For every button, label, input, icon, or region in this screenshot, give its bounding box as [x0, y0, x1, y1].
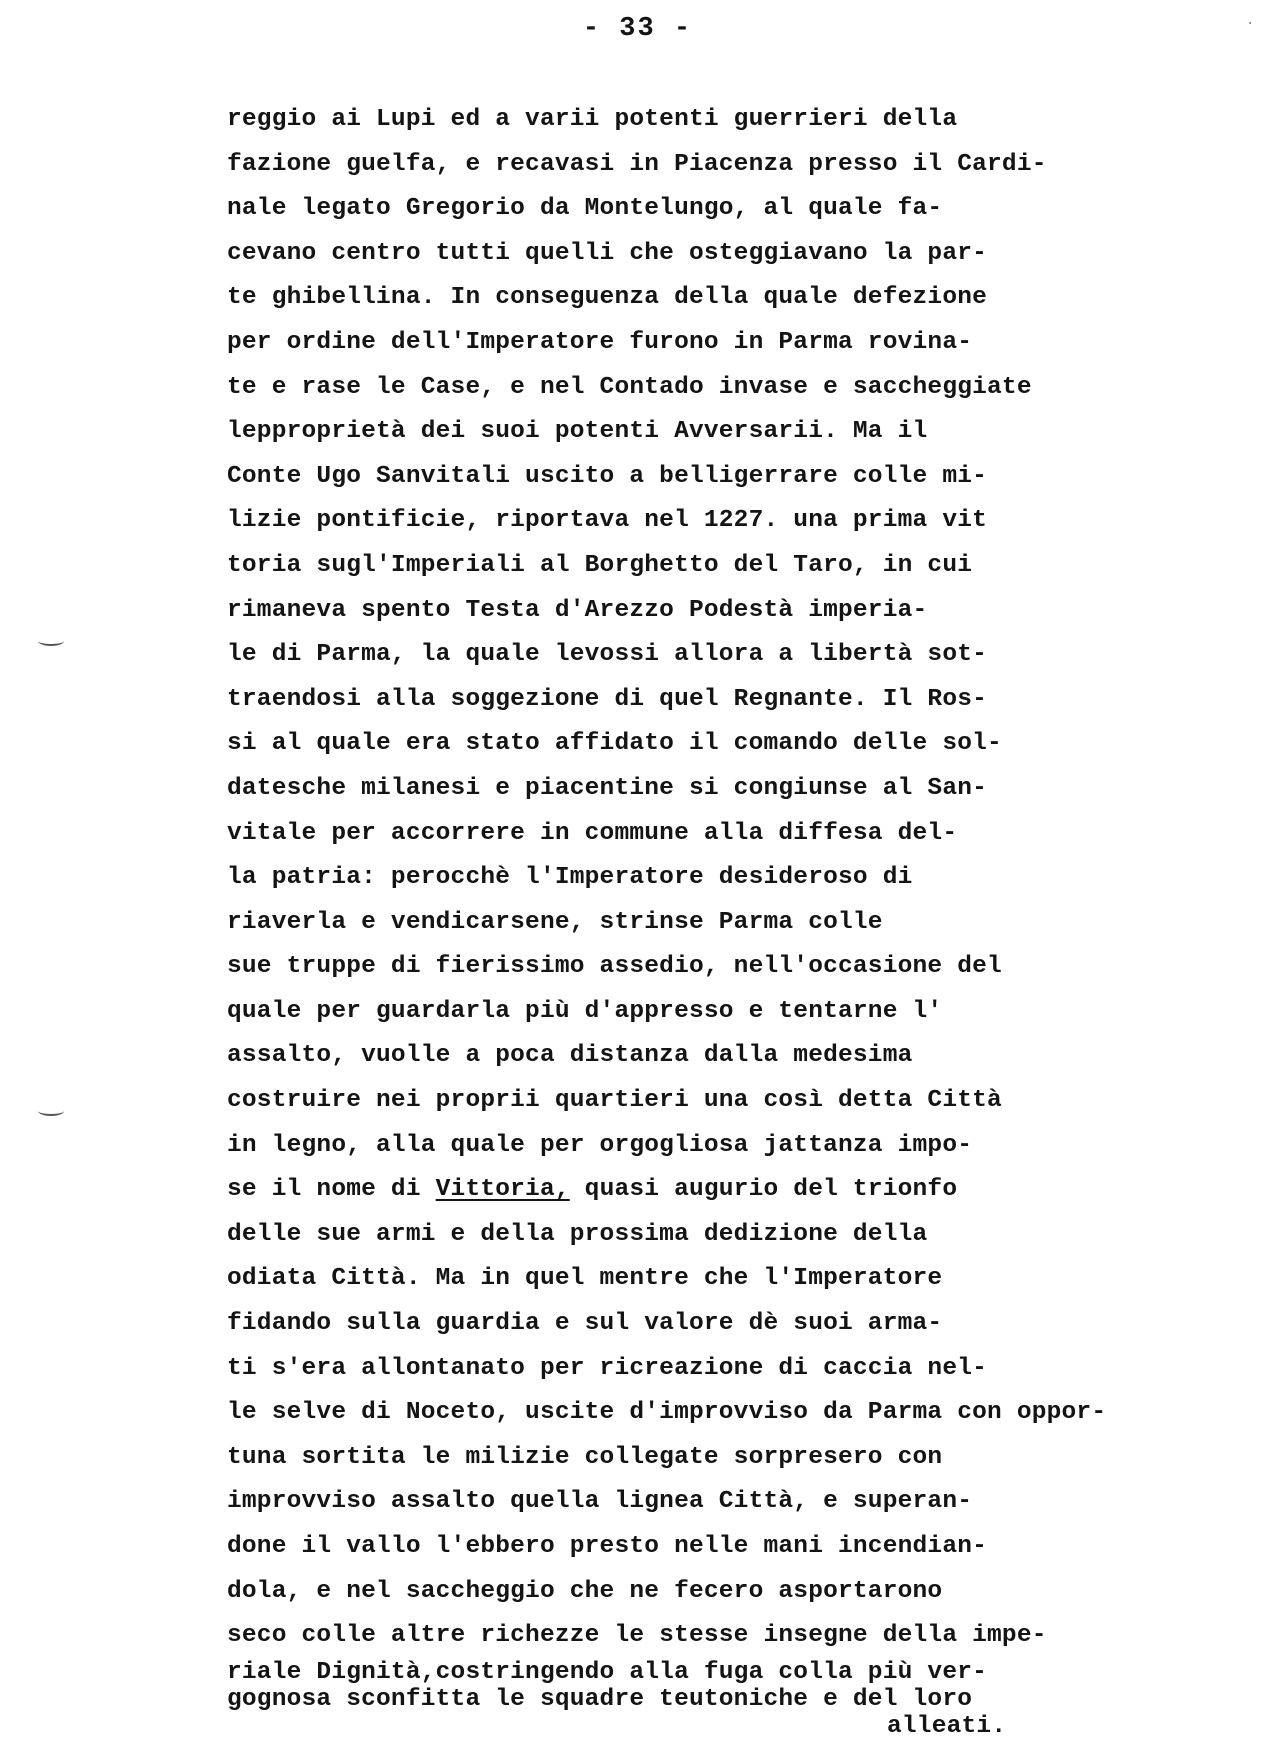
text-line: si al quale era stato affidato il comando delle sol-: [227, 730, 1002, 758]
text-line: gognosa sconfitta le squadre teutoniche e del loro: [227, 1685, 973, 1713]
text-line: costruire nei proprii quartieri una così detta Città: [227, 1087, 1002, 1115]
text-line: vitale per accorrere in commune alla diffesa del-: [227, 819, 958, 847]
text-line: dola, e nel saccheggio che ne fecero asportarono: [227, 1577, 943, 1605]
text-segment: se il nome di: [227, 1176, 436, 1204]
text-line: in legno, alla quale per orgogliosa jattanza impo-: [227, 1131, 973, 1159]
text-line: alleati.: [887, 1712, 1007, 1740]
text-line: le selve di Noceto, uscite d'improvviso da Parma con oppor-: [227, 1399, 1107, 1427]
text-line: nale legato Gregorio da Montelungo, al quale fa-: [227, 195, 943, 223]
text-segment: quasi augurio del trionfo: [569, 1176, 958, 1204]
text-line: te ghibellina. In conseguenza della quale defezione: [227, 284, 988, 312]
body-text: [227, 98, 1227, 1740]
text-line: lizie pontificie, riportava nel 1227. una prima vit: [227, 507, 988, 535]
text-line: Conte Ugo Sanvitali uscito a belligerrare colle mi-: [227, 462, 988, 490]
text-line: la patria: perocchè l'Imperatore desideroso di: [227, 864, 913, 892]
underlined-word: Vittoria,: [435, 1176, 570, 1204]
text-line: lepproprietà dei suoi potenti Avversarii. Ma il: [227, 418, 928, 446]
margin-mark: [38, 1106, 64, 1116]
text-line: reggio ai Lupi ed a varii potenti guerrieri della: [227, 106, 958, 133]
text-line: le di Parma, la quale levossi allora a libertà sot-: [227, 641, 988, 669]
text-line: traendosi alla soggezione di quel Regnante. Il Ros-: [227, 685, 988, 713]
margin-mark: [38, 636, 64, 646]
text-line: improvviso assalto quella lignea Città, e superan-: [227, 1488, 973, 1516]
text-line: fidando sulla guardia e sul valore dè suoi arma-: [227, 1310, 943, 1338]
text-line: ti s'era allontanato per ricreazione di caccia nel-: [227, 1354, 988, 1382]
text-line: riale Dignità,costringendo alla fuga colla più ver-: [227, 1658, 988, 1686]
text-line: datesche milanesi e piacentine si congiunse al San-: [227, 774, 988, 802]
text-line: assalto, vuolle a poca distanza dalla medesima: [227, 1042, 913, 1070]
text-line: delle sue armi e della prossima dedizione della: [227, 1220, 928, 1248]
text-line: fazione guelfa, e recavasi in Piacenza presso il Cardi-: [227, 150, 1047, 178]
text-line: sue truppe di fierissimo assedio, nell'occasione del: [227, 953, 1002, 981]
text-line: done il vallo l'ebbero presto nelle mani incendian-: [227, 1533, 988, 1560]
text-line: tuna sortita le milizie collegate sorpresero con: [227, 1443, 943, 1471]
text-line: odiata Città. Ma in quel mentre che l'Imperatore: [227, 1265, 943, 1293]
text-line: [227, 1168, 1227, 1213]
text-line: riaverla e vendicarsene, strinse Parma colle: [227, 908, 883, 936]
text-line: rimaneva spento Testa d'Arezzo Podestà imperia-: [227, 596, 928, 624]
text-line: toria sugl'Imperiali al Borghetto del Taro, in cui: [227, 551, 973, 579]
corner-mark: ·: [1246, 16, 1255, 32]
text-line: per ordine dell'Imperatore furono in Parma rovina-: [227, 328, 973, 356]
text-line: te e rase le Case, e nel Contado invase e saccheggiate: [227, 373, 1032, 401]
text-line: quale per guardarla più d'appresso e tentarne l': [227, 997, 943, 1025]
text-line: cevano centro tutti quelli che osteggiavano la par-: [227, 239, 988, 267]
page-number: - 33 -: [582, 14, 693, 44]
text-line: seco colle altre richezze le stesse insegne della impe-: [227, 1622, 1047, 1650]
